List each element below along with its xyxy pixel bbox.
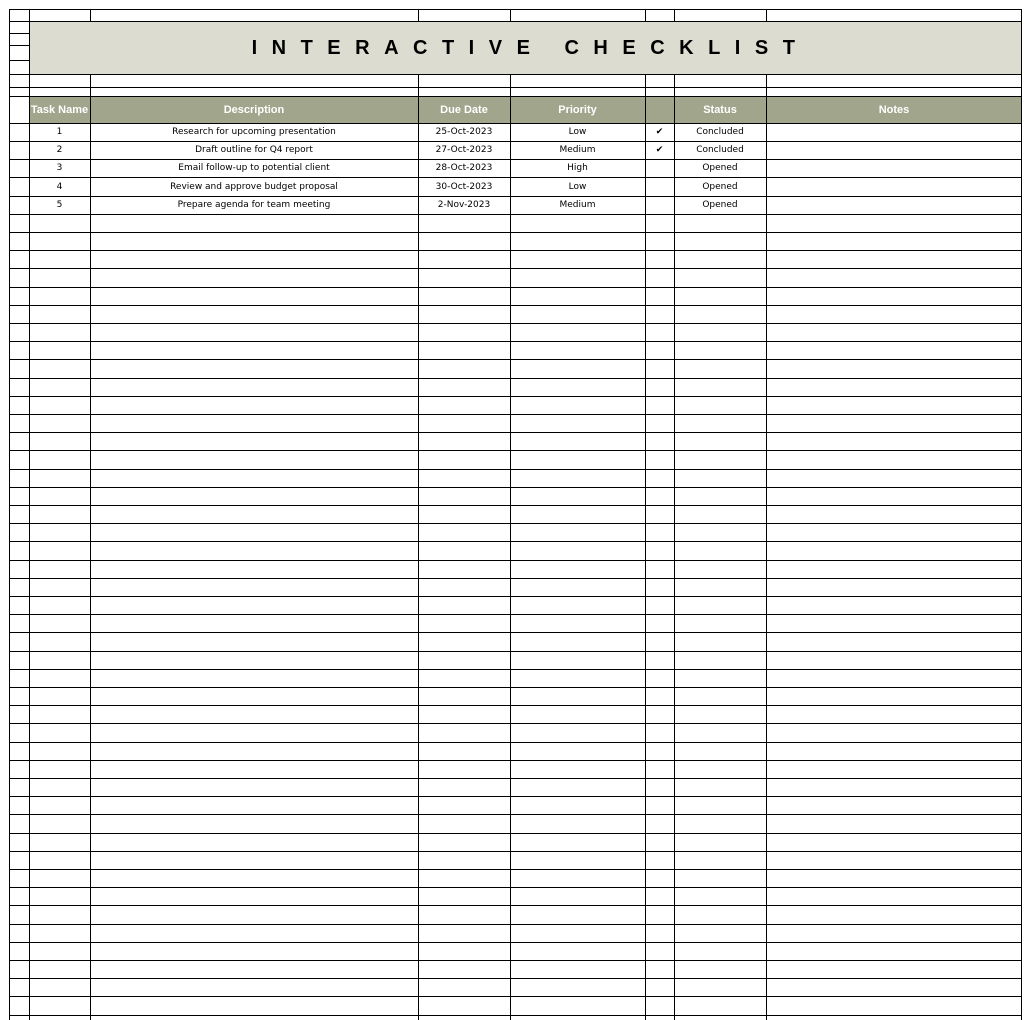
due-date-cell[interactable]: 25-Oct-2023 (435, 127, 493, 137)
grid-hline (9, 651, 1022, 652)
grid-hline (9, 851, 1022, 852)
grid-hline (9, 632, 1022, 633)
done-checkbox[interactable] (645, 178, 674, 196)
grid-hline (9, 541, 1022, 542)
grid-hline (9, 177, 1022, 178)
grid-hline (9, 487, 1022, 488)
grid-hline (9, 960, 1022, 961)
grid-hline (9, 33, 29, 34)
grid-hline (9, 396, 1022, 397)
priority-cell[interactable]: Medium (559, 145, 596, 155)
status-cell[interactable]: Opened (702, 182, 738, 192)
notes-cell[interactable] (766, 178, 1022, 196)
title-band (29, 22, 1022, 74)
grid-hline (9, 432, 1022, 433)
grid-vline (766, 9, 767, 22)
grid-hline (9, 578, 1022, 579)
priority-cell[interactable]: High (567, 163, 588, 173)
task-number-cell[interactable]: 4 (56, 182, 63, 192)
header-check (645, 97, 674, 123)
grid-hline (9, 287, 1022, 288)
grid-vline (90, 74, 91, 1020)
due-date-cell[interactable]: 30-Oct-2023 (435, 182, 493, 192)
notes-cell[interactable] (766, 159, 1022, 177)
grid-hline (9, 505, 1022, 506)
description-cell[interactable]: Research for upcoming presentation (172, 127, 336, 137)
grid-hline (9, 74, 1022, 75)
grid-vline (418, 9, 419, 22)
priority-cell[interactable]: Medium (559, 200, 596, 210)
due-date-cell[interactable]: 28-Oct-2023 (435, 163, 493, 173)
notes-cell[interactable] (766, 196, 1022, 214)
grid-hline (9, 414, 1022, 415)
grid-vline (674, 74, 675, 1020)
grid-hline (9, 814, 1022, 815)
grid-hline (9, 341, 1022, 342)
notes-cell[interactable] (766, 141, 1022, 159)
task-number-cell[interactable]: 5 (56, 200, 63, 210)
grid-hline (9, 232, 1022, 233)
grid-hline (9, 469, 1022, 470)
description-cell[interactable]: Email follow-up to potential client (178, 163, 330, 173)
grid-hline (9, 924, 1022, 925)
grid-hline (9, 450, 1022, 451)
grid-hline (9, 905, 1022, 906)
grid-hline (9, 669, 1022, 670)
grid-hline (9, 996, 1022, 997)
grid-hline (9, 833, 1022, 834)
grid-hline (9, 159, 1022, 160)
grid-hline (9, 214, 1022, 215)
grid-vline (645, 9, 646, 22)
status-cell[interactable]: Concluded (696, 127, 744, 137)
grid-hline (9, 523, 1022, 524)
grid-hline (9, 742, 1022, 743)
grid-hline (9, 614, 1022, 615)
task-number-cell[interactable]: 2 (56, 145, 63, 155)
grid-hline (9, 323, 1022, 324)
header-task-name: Task Name (30, 104, 89, 116)
grid-vline (645, 74, 646, 1020)
header-notes: Notes (878, 104, 910, 116)
description-cell[interactable]: Prepare agenda for team meeting (177, 200, 331, 210)
grid-hline (9, 250, 1022, 251)
grid-hline (9, 21, 1022, 22)
description-cell[interactable]: Draft outline for Q4 report (195, 145, 313, 155)
task-number-cell[interactable]: 3 (56, 163, 63, 173)
grid-vline (29, 9, 30, 1020)
header-priority: Priority (558, 104, 597, 116)
grid-vline (766, 74, 767, 1020)
status-cell[interactable]: Opened (702, 163, 738, 173)
due-date-cell[interactable]: 2-Nov-2023 (437, 200, 491, 210)
grid-hline (9, 796, 1022, 797)
grid-hline (9, 359, 1022, 360)
grid-hline (9, 123, 1022, 124)
done-checkbox[interactable] (645, 159, 674, 177)
grid-vline (9, 9, 10, 1020)
grid-hline (9, 705, 1022, 706)
due-date-cell[interactable]: 27-Oct-2023 (435, 145, 493, 155)
status-cell[interactable]: Opened (702, 200, 738, 210)
grid-hline (9, 45, 29, 46)
grid-hline (9, 869, 1022, 870)
header-status: Status (703, 104, 737, 116)
grid-hline (9, 760, 1022, 761)
priority-cell[interactable]: Low (568, 127, 587, 137)
grid-hline (9, 378, 1022, 379)
header-description: Description (223, 104, 285, 116)
grid-hline (9, 141, 1022, 142)
header-due-date: Due Date (440, 104, 488, 116)
grid-hline (9, 978, 1022, 979)
grid-vline (418, 74, 419, 1020)
grid-hline (9, 560, 1022, 561)
grid-hline (9, 687, 1022, 688)
grid-vline (90, 9, 91, 22)
done-checkbox[interactable]: ✔ (655, 145, 664, 155)
status-cell[interactable]: Concluded (696, 145, 744, 155)
grid-hline (9, 596, 1022, 597)
grid-hline (9, 268, 1022, 269)
grid-hline (9, 1015, 1022, 1016)
description-cell[interactable]: Review and approve budget proposal (170, 182, 338, 192)
grid-hline (9, 887, 1022, 888)
task-number-cell[interactable]: 1 (56, 127, 63, 137)
grid-hline (9, 60, 29, 61)
grid-vline (510, 74, 511, 1020)
grid-hline (9, 87, 1022, 88)
grid-vline (1021, 9, 1022, 1020)
grid-vline (1021, 21, 1022, 74)
grid-hline (9, 723, 1022, 724)
grid-hline (9, 778, 1022, 779)
grid-vline (510, 9, 511, 22)
grid-hline (9, 305, 1022, 306)
grid-vline (674, 9, 675, 22)
grid-hline (9, 942, 1022, 943)
priority-cell[interactable]: Low (568, 182, 587, 192)
grid-hline (9, 196, 1022, 197)
grid-hline (9, 9, 1022, 10)
done-checkbox[interactable]: ✔ (655, 127, 664, 137)
checklist-title: INTERACTIVE CHECKLIST (251, 36, 810, 59)
done-checkbox[interactable] (645, 196, 674, 214)
notes-cell[interactable] (766, 123, 1022, 141)
grid-hline (9, 96, 1022, 97)
